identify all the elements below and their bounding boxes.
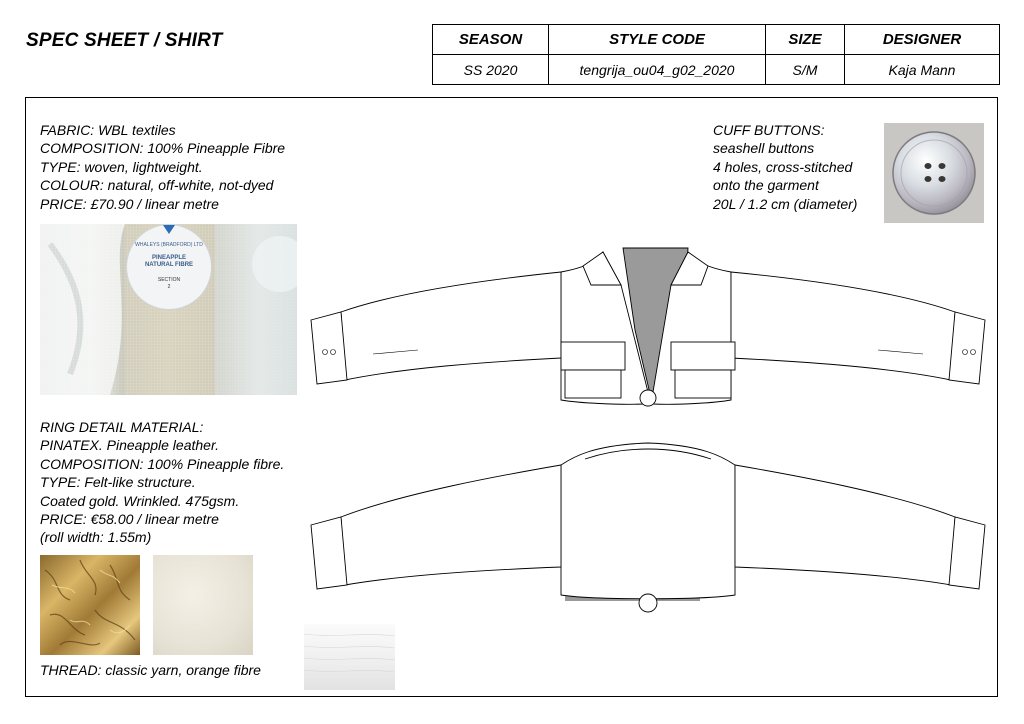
shirt-front-view: [303, 240, 993, 430]
fabric-supplier: FABRIC: WBL textiles: [40, 122, 176, 138]
designer-header: DESIGNER: [845, 25, 1000, 55]
pocket-right: [671, 342, 735, 370]
cuff-holes: 4 holes, cross-stitched: [713, 158, 853, 175]
fabric-type: TYPE: woven, lightweight.: [40, 158, 203, 175]
spec-sheet-title: SPEC SHEET / SHIRT: [26, 30, 223, 51]
shirt-back-view: [303, 435, 993, 625]
size-header: SIZE: [766, 25, 845, 55]
brand-triangle-icon: [163, 225, 175, 234]
meta-value-row: [433, 55, 1000, 85]
collar-left: [583, 252, 621, 285]
style-code-value: tengrija_ou04_g02_2020: [549, 55, 766, 85]
fabric-colour: COLOUR: natural, off-white, not-dyed: [40, 177, 274, 194]
thread-text: THREAD: classic yarn, orange fibre: [40, 662, 261, 678]
back-sleeve-left: [341, 465, 561, 585]
pocket-right-lower: [675, 370, 731, 398]
back-panel: [561, 443, 735, 599]
back-cuff-left: [311, 517, 347, 589]
back-sleeve-right: [735, 465, 955, 585]
fabric-label-sticker: [126, 224, 212, 310]
label-fibre-name: PINEAPPLE NATURAL FIBRE: [144, 255, 194, 268]
label-section: SECTION: [157, 277, 181, 283]
cuff-size: 20L / 1.2 cm (diameter): [713, 195, 858, 212]
fabric-details: [40, 121, 285, 213]
ring-heading: RING DETAIL MATERIAL:: [40, 419, 204, 435]
ring-roll-width: (roll width: 1.55m): [40, 529, 152, 546]
cuff-right: [949, 312, 985, 384]
fabric-price: PRICE: £70.90 / linear metre: [40, 195, 219, 212]
ring-material: PINATEX. Pineapple leather.: [40, 437, 219, 454]
thread-details: [40, 661, 261, 679]
label-company: WHALEYS (BRADFORD) LTD: [135, 242, 203, 248]
seashell-button-photo: [884, 123, 984, 223]
ring-type: TYPE: Felt-like structure.: [40, 474, 196, 491]
ring-composition: COMPOSITION: 100% Pineapple fibre.: [40, 455, 285, 472]
ring-material-details: [40, 418, 284, 547]
thread-spool-photo: [304, 624, 395, 690]
cuff-button-details: [713, 121, 857, 213]
cuff-heading: CUFF BUTTONS:: [713, 122, 825, 138]
sleeve-left: [341, 272, 561, 380]
size-value: S/M: [766, 55, 845, 85]
meta-header-row: [433, 25, 1000, 55]
cuff-attachment: onto the garment: [713, 177, 819, 194]
front-ring-detail: [640, 390, 656, 406]
season-header: SEASON: [433, 25, 549, 55]
season-value: SS 2020: [433, 55, 549, 85]
fabric-swatch-photo: [40, 224, 297, 395]
pocket-left-lower: [565, 370, 621, 398]
felt-texture-swatch: [153, 555, 253, 655]
fabric-composition: COMPOSITION: 100% Pineapple Fibre: [40, 140, 286, 157]
ring-price: PRICE: €58.00 / linear metre: [40, 511, 219, 528]
gold-pinatex-swatch: [40, 555, 140, 655]
style-code-header: STYLE CODE: [549, 25, 766, 55]
back-ring-detail: [639, 594, 657, 612]
sleeve-right: [731, 272, 955, 380]
designer-value: Kaja Mann: [845, 55, 1000, 85]
pocket-left: [561, 342, 625, 370]
back-cuff-right: [949, 517, 985, 589]
cuff-left: [311, 312, 347, 384]
ring-finish: Coated gold. Wrinkled. 475gsm.: [40, 492, 240, 509]
cuff-material: seashell buttons: [713, 140, 815, 157]
label-section-number: 2: [167, 284, 171, 290]
spec-meta-table: [432, 24, 1000, 85]
